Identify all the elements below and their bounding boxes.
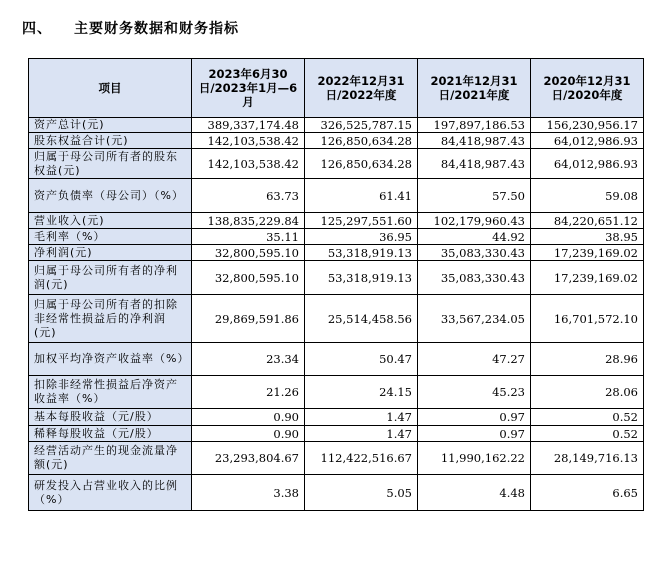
row-value: 142,103,538.42 [192, 133, 305, 149]
row-label: 净利润(元) [29, 245, 192, 261]
row-value: 138,835,229.84 [192, 213, 305, 229]
row-value: 35,083,330.43 [418, 261, 531, 295]
table-row [29, 295, 644, 343]
table-row [29, 261, 644, 295]
row-value: 45.23 [418, 376, 531, 409]
row-value: 6.65 [531, 475, 644, 511]
row-value: 102,179,960.43 [418, 213, 531, 229]
row-value: 0.90 [192, 409, 305, 426]
row-value: 28,149,716.13 [531, 442, 644, 475]
financial-data-table [28, 58, 644, 511]
row-label: 归属于母公司所有者的净利润(元) [29, 261, 192, 295]
row-value: 32,800,595.10 [192, 261, 305, 295]
row-label: 资产总计(元) [29, 118, 192, 133]
table-row [29, 426, 644, 442]
row-value: 126,850,634.28 [305, 133, 418, 149]
row-label: 营业收入(元) [29, 213, 192, 229]
row-value: 32,800,595.10 [192, 245, 305, 261]
row-value: 11,990,162.22 [418, 442, 531, 475]
row-label: 资产负债率（母公司）（%） [29, 179, 192, 213]
row-label: 经营活动产生的现金流量净额(元) [29, 442, 192, 475]
table-row [29, 213, 644, 229]
row-value: 61.41 [305, 179, 418, 213]
header-2023h1: 2023年6月30日/2023年1月—6月 [192, 59, 305, 118]
row-value: 36.95 [305, 229, 418, 245]
table-row [29, 442, 644, 475]
row-value: 197,897,186.53 [418, 118, 531, 133]
table-row [29, 133, 644, 149]
row-value: 53,318,919.13 [305, 261, 418, 295]
row-value: 23,293,804.67 [192, 442, 305, 475]
row-value: 84,220,651.12 [531, 213, 644, 229]
header-2022: 2022年12月31日/2022年度 [305, 59, 418, 118]
row-value: 16,701,572.10 [531, 295, 644, 343]
row-value: 53,318,919.13 [305, 245, 418, 261]
row-value: 0.97 [418, 426, 531, 442]
row-value: 156,230,956.17 [531, 118, 644, 133]
row-value: 0.52 [531, 409, 644, 426]
row-label: 归属于母公司所有者的股东权益(元) [29, 149, 192, 179]
row-value: 112,422,516.67 [305, 442, 418, 475]
row-value: 0.90 [192, 426, 305, 442]
row-value: 17,239,169.02 [531, 245, 644, 261]
row-label: 扣除非经常性损益后净资产收益率（%） [29, 376, 192, 409]
row-value: 126,850,634.28 [305, 149, 418, 179]
row-value: 29,869,591.86 [192, 295, 305, 343]
row-value: 389,337,174.48 [192, 118, 305, 133]
section-heading [22, 18, 239, 38]
row-label: 股东权益合计(元) [29, 133, 192, 149]
row-value: 3.38 [192, 475, 305, 511]
header-item: 项目 [29, 59, 192, 118]
row-value: 0.97 [418, 409, 531, 426]
table-row [29, 118, 644, 133]
table-row [29, 229, 644, 245]
row-label: 毛利率（%） [29, 229, 192, 245]
table-row [29, 409, 644, 426]
row-value: 4.48 [418, 475, 531, 511]
row-label: 稀释每股收益（元/股） [29, 426, 192, 442]
table-row [29, 149, 644, 179]
row-value: 33,567,234.05 [418, 295, 531, 343]
row-value: 38.95 [531, 229, 644, 245]
row-value: 125,297,551.60 [305, 213, 418, 229]
row-value: 1.47 [305, 426, 418, 442]
row-value: 23.34 [192, 343, 305, 376]
row-value: 57.50 [418, 179, 531, 213]
table-row [29, 343, 644, 376]
row-value: 59.08 [531, 179, 644, 213]
row-label: 加权平均净资产收益率（%） [29, 343, 192, 376]
row-value: 28.96 [531, 343, 644, 376]
row-value: 326,525,787.15 [305, 118, 418, 133]
header-2021: 2021年12月31日/2021年度 [418, 59, 531, 118]
row-value: 35,083,330.43 [418, 245, 531, 261]
row-value: 84,418,987.43 [418, 149, 531, 179]
table-row [29, 376, 644, 409]
row-value: 28.06 [531, 376, 644, 409]
row-value: 0.52 [531, 426, 644, 442]
row-value: 64,012,986.93 [531, 149, 644, 179]
row-value: 5.05 [305, 475, 418, 511]
header-2020: 2020年12月31日/2020年度 [531, 59, 644, 118]
row-value: 17,239,169.02 [531, 261, 644, 295]
table-row [29, 179, 644, 213]
table-row [29, 245, 644, 261]
row-label: 研发投入占营业收入的比例（%） [29, 475, 192, 511]
row-value: 44.92 [418, 229, 531, 245]
table-row [29, 475, 644, 511]
row-value: 24.15 [305, 376, 418, 409]
row-value: 1.47 [305, 409, 418, 426]
row-label: 基本每股收益（元/股） [29, 409, 192, 426]
row-value: 63.73 [192, 179, 305, 213]
row-value: 35.11 [192, 229, 305, 245]
row-value: 47.27 [418, 343, 531, 376]
row-value: 142,103,538.42 [192, 149, 305, 179]
row-value: 50.47 [305, 343, 418, 376]
row-label: 归属于母公司所有者的扣除非经常性损益后的净利润(元) [29, 295, 192, 343]
row-value: 21.26 [192, 376, 305, 409]
section-title: 主要财务数据和财务指标 [74, 21, 239, 37]
row-value: 64,012,986.93 [531, 133, 644, 149]
row-value: 25,514,458.56 [305, 295, 418, 343]
row-value: 84,418,987.43 [418, 133, 531, 149]
table-header-row [29, 59, 644, 118]
section-number: 四、 [22, 21, 52, 37]
